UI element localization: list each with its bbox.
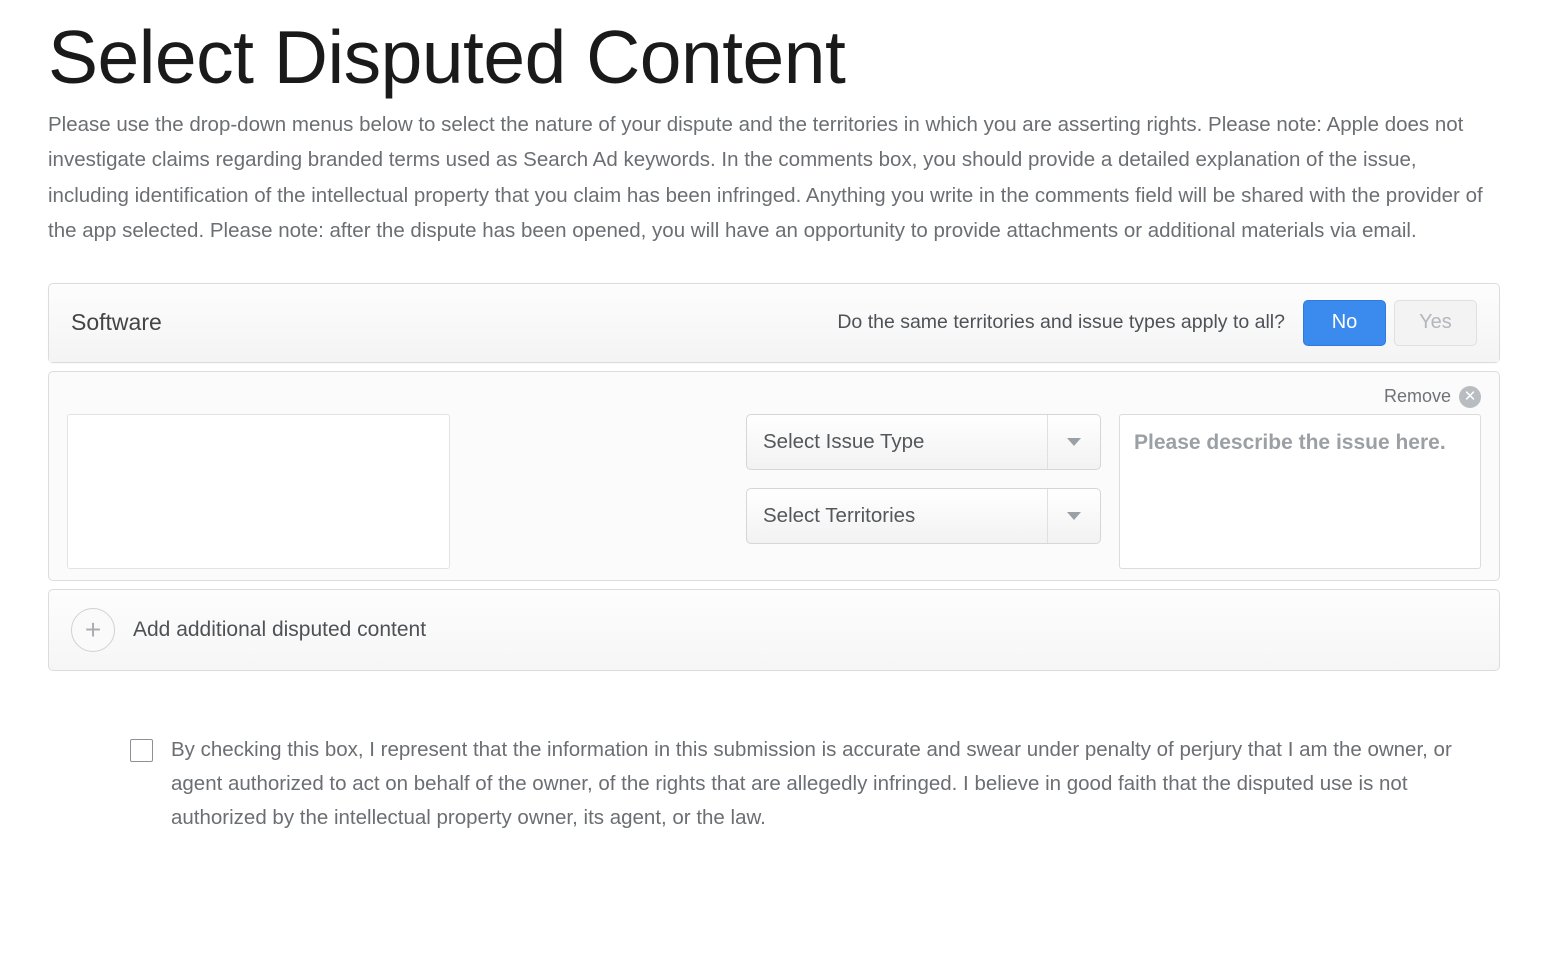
attestation-checkbox[interactable] [130, 739, 153, 762]
card-header-controls [837, 300, 1477, 346]
apply-to-all-toggle[interactable] [1303, 300, 1477, 346]
add-additional-content-label: Add additional disputed content [133, 617, 427, 641]
issue-type-select[interactable] [746, 414, 1101, 470]
intro-paragraph: Please use the drop-down menus below to select the nature of your dispute and the territories in which you are asserting rights. Please note: Apple does not investigate claims regarding branded terms used as Search Ad keywords. In the comments box, you should provide a detailed explanation of the issue, including identification of the intellectual property that you claim has been infringed. Anything you write in the comments field will be shared with the provider of the app selected. Please note: after the dispute has been opened, you will have an opportunity to provide attachments or additional materials via email. [48, 112, 1483, 243]
disputed-content-row [48, 371, 1500, 581]
remove-label[interactable]: Remove [1383, 386, 1451, 407]
card-title: Software [71, 309, 162, 336]
remove-row[interactable] [67, 386, 1481, 408]
territories-select-label: Select Territories [763, 503, 916, 527]
issue-description-textarea[interactable]: Please describe the issue here. [1119, 414, 1481, 569]
add-additional-content-row[interactable] [48, 589, 1500, 671]
toggle-no-button[interactable]: No [1303, 300, 1386, 346]
toggle-yes-button[interactable]: Yes [1394, 300, 1477, 346]
chevron-down-icon[interactable] [1047, 415, 1100, 469]
close-circle-icon[interactable]: ✕ [1459, 386, 1481, 408]
territories-select[interactable] [746, 488, 1101, 544]
apply-to-all-question: Do the same territories and issue types apply to all? [837, 311, 1285, 334]
row-body [67, 414, 1481, 569]
row-selects [746, 414, 1101, 544]
chevron-down-icon-territories[interactable] [1047, 489, 1100, 543]
plus-circle-icon[interactable]: + [71, 608, 115, 652]
issue-type-select-label: Select Issue Type [763, 429, 925, 453]
card-header [49, 284, 1499, 362]
dispute-form-page [0, 15, 1548, 962]
attestation-text: By checking this box, I represent that the information in this submission is accurate and swear under penalty of perjury that I am the owner, or agent authorized to act on behalf of the owner, of the rights that are allegedly infringed. I believe in good faith that the disputed use is not authorized by the intellectual property owner, its agent, or the law. [171, 737, 1452, 829]
software-card-header-container [48, 283, 1500, 363]
attestation-row [48, 733, 1500, 835]
selected-app-preview [67, 414, 450, 569]
page-title: Select Disputed Content [48, 15, 846, 99]
